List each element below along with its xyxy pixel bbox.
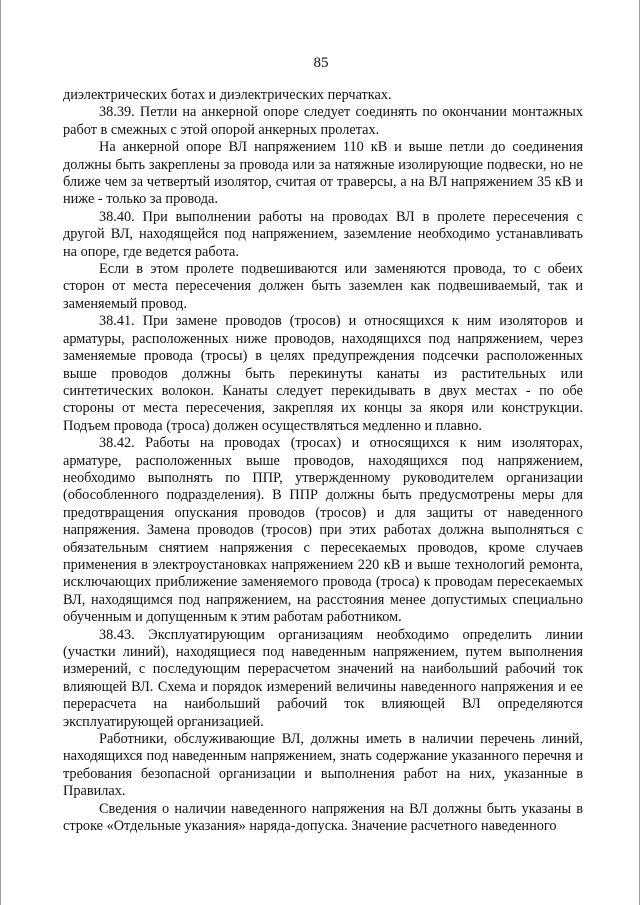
- paragraph: 38.41. При замене проводов (тросов) и относящихся к ним изоляторов и арматуры, расположенных ниже проводов, находящихся под напряжением, через заменяемые провода (тросы) в целях предупреждения подсечки расположенных выше проводов должны быть перекинуты канаты из растительных или синтетических волокон. Канаты следует перекидывать в двух местах - по обе стороны от места пересечения, закрепляя их концы за якоря или конструкции. Подъем провода (троса) должен осуществляться медленно и плавно.: [63, 313, 583, 434]
- paragraph: Сведения о наличии наведенного напряжения на ВЛ должны быть указаны в строке «Отдельные указания» наряда-допуска. Значение расчетного наведенного: [63, 800, 583, 835]
- paragraph: 38.43. Эксплуатирующим организациям необходимо определить линии (участки линий), находящиеся под наведенным напряжением, путем выполнения измерений, с последующим перерасчетом значений на наибольший рабочий ток влияющей ВЛ. Схема и порядок измерений величины наведенного напряжения и ее перерасчета на наибольший рабочий ток влияющей ВЛ определяются эксплуатирующей организацией.: [63, 626, 583, 730]
- paragraph: Если в этом пролете подвешиваются или заменяются провода, то с обеих сторон от места пересечения должен быть заземлен как подвешиваемый, так и заменяемый провод.: [63, 261, 583, 312]
- paragraph: диэлектрических ботах и диэлектрических перчатках.: [63, 87, 392, 103]
- body-text: [63, 87, 583, 835]
- paragraph: Работники, обслуживающие ВЛ, должны иметь в наличии перечень линий, находящихся под наведенным напряжением, знать содержание указанного перечня и требования безопасной организации и выполнения работ на них, указанные в Правилах.: [63, 731, 583, 800]
- paragraph: На анкерной опоре ВЛ напряжением 110 кВ и выше петли до соединения должны быть закреплены за провода или за натяжные изолирующие подвески, но не ближе чем за четвертый изолятор, считая от траверсы, а на ВЛ напряжением 35 кВ и ниже - только за провода.: [63, 139, 583, 208]
- paragraph: 38.39. Петли на анкерной опоре следует соединять по окончании монтажных работ в смежных с этой опорой анкерных пролетах.: [63, 104, 583, 138]
- paragraph: 38.42. Работы на проводах (тросах) и относящихся к ним изоляторах, арматуре, расположенных выше проводов, находящихся под напряжением, необходимо выполнять по ППР, утвержденному руководителем организации (обособленного подразделения). В ППР должны быть предусмотрены меры для предотвращения опускания проводов (тросов) и для защиты от наведенного напряжения. Замена проводов (тросов) при этих работах должна выполняться с обязательным снятием напряжения с пересекаемых проводов, кроме случаев применения в электроустановках напряжением 220 кВ и выше технологий ремонта, исключающих приближение заменяемого провода (троса) к проводам пересекаемых ВЛ, находящимся под напряжением, на расстояния менее допустимых специально обученным и допущенным к этим работам работником.: [63, 435, 583, 626]
- page-number: 85: [313, 55, 329, 71]
- paragraph: 38.40. При выполнении работы на проводах ВЛ в пролете пересечения с другой ВЛ, находящейся под напряжением, заземление необходимо устанавливать на опоре, где ведется работа.: [63, 208, 583, 260]
